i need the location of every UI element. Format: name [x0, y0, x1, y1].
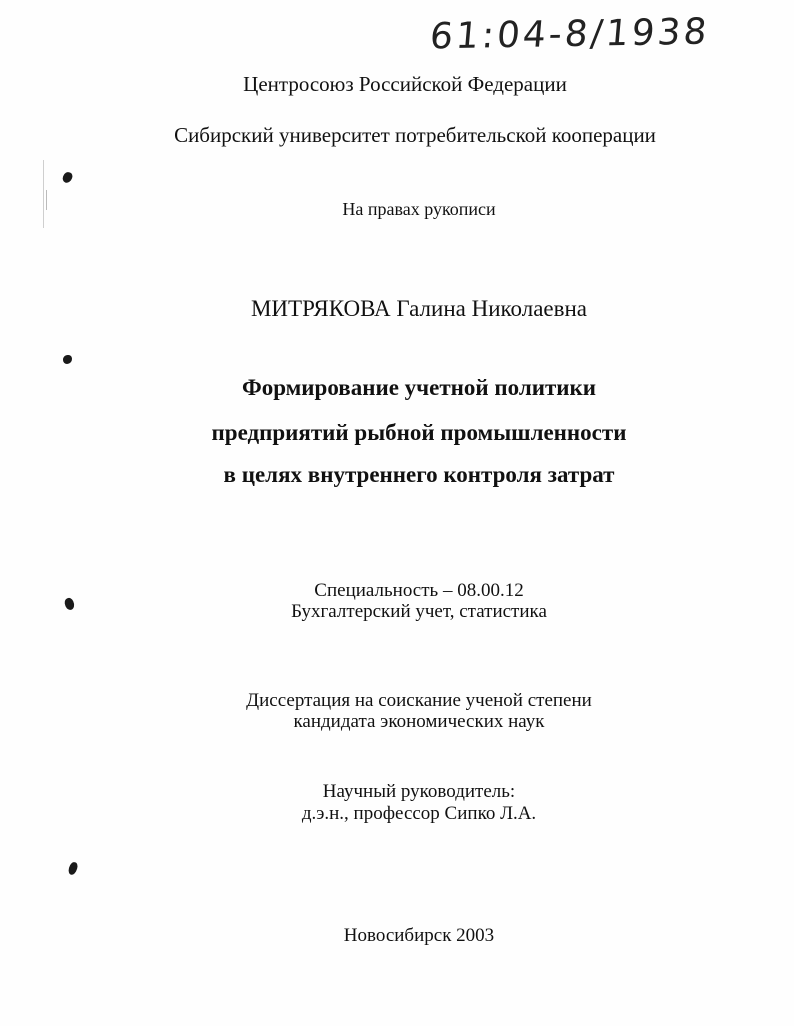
author-name: МИТРЯКОВА Галина Николаевна [250, 296, 587, 321]
supervisor-label: Научный руководитель: [322, 781, 516, 802]
dissertation-line-1: Диссертация на соискание ученой степени [246, 690, 592, 711]
specialty-code: Специальность – 08.00.12 [314, 580, 524, 601]
scan-hole-mark [61, 171, 73, 184]
dissertation-line-2: кандидата экономических наук [293, 711, 545, 732]
scan-hole-mark [67, 861, 78, 876]
scan-artifact [43, 160, 44, 228]
specialty-name: Бухгалтерский учет, статистика [291, 601, 547, 622]
archive-code-handwritten: 61:04-8/1938 [428, 11, 712, 58]
city-year: Новосибирск 2003 [343, 925, 495, 946]
scan-hole-mark [63, 355, 72, 364]
rights-note: На правах рукописи [342, 199, 496, 219]
supervisor-name: д.э.н., профессор Сипко Л.А. [301, 803, 537, 824]
title-line-1: Формирование учетной политики [241, 375, 597, 400]
scan-artifact [46, 190, 47, 210]
title-line-3: в целях внутреннего контроля затрат [223, 462, 615, 487]
title-line-2: предприятий рыбной промышленности [211, 420, 627, 445]
organization-name: Центросоюз Российской Федерации [243, 72, 567, 96]
university-name: Сибирский университет потребительской кооперации [174, 123, 656, 147]
